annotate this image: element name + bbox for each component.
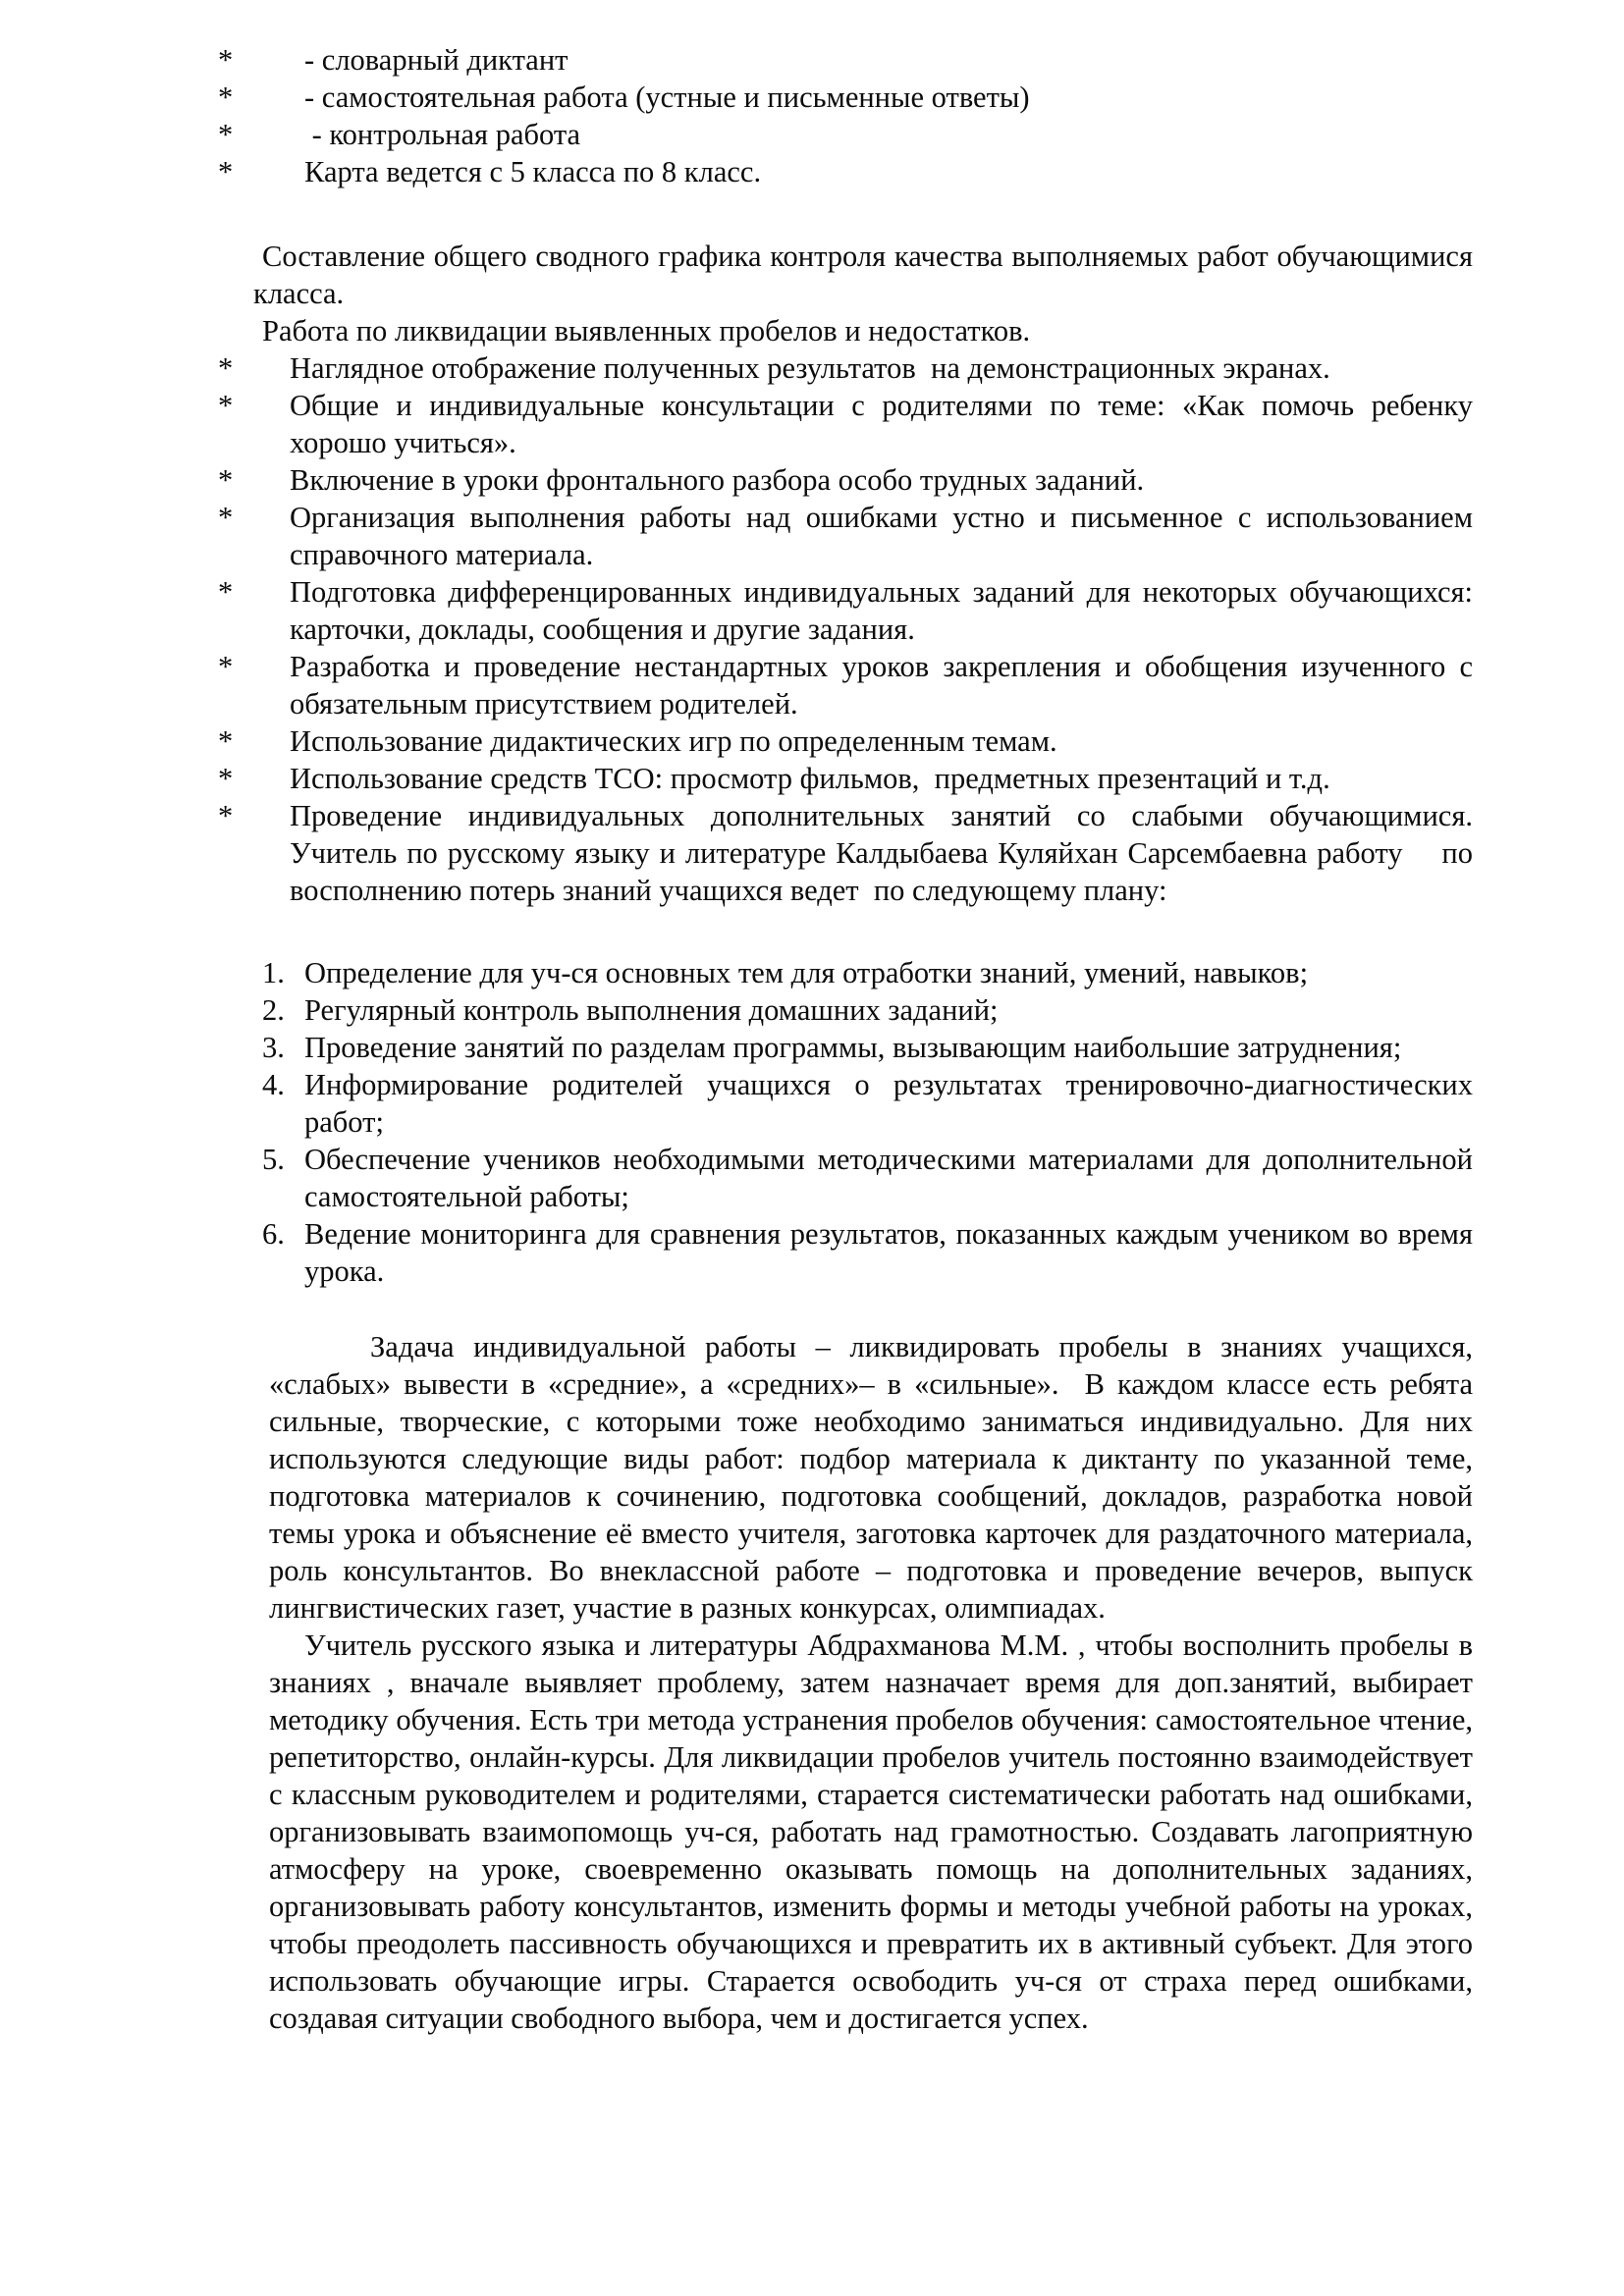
- list-item-text: Использование средств ТСО: просмотр фильмов, предметных презентаций и т.д.: [290, 762, 1330, 795]
- asterisk-bullet: *: [218, 501, 234, 534]
- item-number: 3.: [262, 1031, 285, 1064]
- asterisk-bullet: *: [218, 762, 234, 795]
- asterisk-bullet: *: [218, 43, 234, 77]
- asterisk-bullet: *: [218, 799, 234, 832]
- list-item: [218, 79, 1473, 116]
- asterisk-bullet: *: [218, 389, 234, 422]
- list-item-text: Общие и индивидуальные консультации с родителями по теме: «Как помочь ребенку хорошо учиться».: [290, 389, 1481, 459]
- item-number: 2.: [262, 993, 285, 1027]
- asterisk-bullet: *: [218, 724, 234, 758]
- numbered-item: [262, 991, 1473, 1029]
- paragraph-teacher-abdrakhmanova: Учитель русского языка и литературы Абдрахманова М.М. , чтобы восполнить пробелы в знаниях , вначале выявляет проблему, затем назначает время для доп.занятий, выбирает методику обучения. Есть три метода устранения пробелов обучения: самостоятельное чтение, репетиторство, онлайн-курсы. Для ликвидации пробелов учитель постоянно взаимодействует с классным руководителем и родителями, старается систематически работать над ошибками, организовывать взаимопомощь уч-ся, работать над грамотностью. Создавать лагоприятную атмосферу на уроке, своевременно оказывать помощь на дополнительных заданиях, организовывать работу консультантов, изменить формы и методы учебной работы на уроках, чтобы преодолеть пассивность обучающихся и превратить их в активный субъект. Для этого использовать обучающие игры. Старается освободить уч-ся от страха перед ошибками, создавая ситуации свободного выбора, чем и достигается успех.: [269, 1629, 1481, 2035]
- item-number: 1.: [262, 956, 285, 989]
- teacher-plan-list: [262, 954, 1481, 1290]
- asterisk-bullet: *: [218, 463, 234, 497]
- list-item: [218, 41, 1473, 79]
- list-item: [218, 387, 1481, 461]
- numbered-item-text: Обеспечение учеников необходимыми методическими материалами для дополнительной самостоятельной работы;: [304, 1143, 1481, 1213]
- list-item: [218, 461, 1473, 499]
- numbered-item-text: Информирование родителей учащихся о результатах тренировочно-диагностических работ;: [304, 1068, 1481, 1139]
- numbered-item: [262, 1029, 1473, 1066]
- list-item-text: Наглядное отображение полученных результатов на демонстрационных экранах.: [290, 351, 1330, 385]
- item-number: 6.: [262, 1217, 285, 1251]
- control-forms-list: [218, 41, 1473, 190]
- list-item-text: Карта ведется с 5 класса по 8 класс.: [304, 155, 762, 188]
- list-item: [218, 722, 1473, 760]
- paragraph-individual-work: Задача индивидуальной работы – ликвидировать пробелы в знаниях учащихся, «слабых» вывести в «средние», а «средних»– в «сильные». В каждом классе есть ребята сильные, творческие, с которыми тоже необходимо заниматься индивидуально. Для них используются следующие виды работ: подбор материала к диктанту по указанной теме, подготовка материалов к сочинению, подготовка сообщений, докладов, разработка новой темы урока и объяснение её вместо учителя, заготовка карточек для раздаточного материала, роль консультантов. Во внеклассной работе – подготовка и проведение вечеров, выпуск лингвистических газет, участие в разных конкурсах, олимпиадах.: [269, 1330, 1481, 1625]
- paragraph-schedule: Составление общего сводного графика контроля качества выполняемых работ обучающимися класса.: [253, 240, 1481, 310]
- list-item-text: Подготовка дифференцированных индивидуальных заданий для некоторых обучающихся: карточки, доклады, сообщения и другие задания.: [290, 575, 1481, 646]
- numbered-item: [262, 954, 1473, 991]
- list-item-text: - словарный диктант: [304, 43, 568, 77]
- list-item: [218, 648, 1481, 722]
- list-item: [218, 797, 1481, 909]
- numbered-item: [262, 1066, 1481, 1141]
- list-item-text: - контрольная работа: [304, 118, 581, 151]
- list-item-text: Использование дидактических игр по определенным темам.: [290, 724, 1057, 758]
- numbered-item-text: Проведение занятий по разделам программы, вызывающим наибольшие затруднения;: [304, 1031, 1402, 1064]
- list-item-text: Разработка и проведение нестандартных уроков закрепления и обобщения изученного с обязательным присутствием родителей.: [290, 650, 1481, 721]
- asterisk-bullet: *: [218, 80, 234, 114]
- list-item-text: Включение в уроки фронтального разбора особо трудных заданий.: [290, 463, 1145, 497]
- list-item-text: Организация выполнения работы над ошибками устно и письменное с использованием справочного материала.: [290, 501, 1481, 571]
- list-item: [218, 153, 1473, 190]
- asterisk-bullet: *: [218, 650, 234, 683]
- list-item-text: - самостоятельная работа (устные и письменные ответы): [304, 80, 1030, 114]
- list-item: [218, 116, 1473, 153]
- asterisk-bullet: *: [218, 351, 234, 385]
- list-item: [218, 573, 1481, 648]
- numbered-item-text: Регулярный контроль выполнения домашних заданий;: [304, 993, 999, 1027]
- asterisk-bullet: *: [218, 155, 234, 188]
- asterisk-bullet: *: [218, 118, 234, 151]
- numbered-item-text: Определение для уч-ся основных тем для отработки знаний, умений, навыков;: [304, 956, 1309, 989]
- asterisk-bullet: *: [218, 575, 234, 609]
- list-item: [218, 499, 1481, 573]
- work-directions-list: [218, 349, 1481, 909]
- numbered-item: [262, 1215, 1481, 1290]
- list-item-text: Проведение индивидуальных дополнительных занятий со слабыми обучающимися. Учитель по русскому языку и литературе Калдыбаева Куляйхан Сарсембаевна работу по восполнению потерь знаний учащихся ведет по следующему плану:: [290, 799, 1481, 907]
- numbered-item: [262, 1141, 1481, 1215]
- list-item: [218, 760, 1473, 797]
- numbered-item-text: Ведение мониторинга для сравнения результатов, показанных каждым учеником во время урока.: [304, 1217, 1481, 1288]
- item-number: 4.: [262, 1068, 285, 1101]
- list-item: [218, 349, 1473, 387]
- item-number: 5.: [262, 1143, 285, 1176]
- paragraph-gap-elimination: Работа по ликвидации выявленных пробелов и недостатков.: [262, 314, 1031, 347]
